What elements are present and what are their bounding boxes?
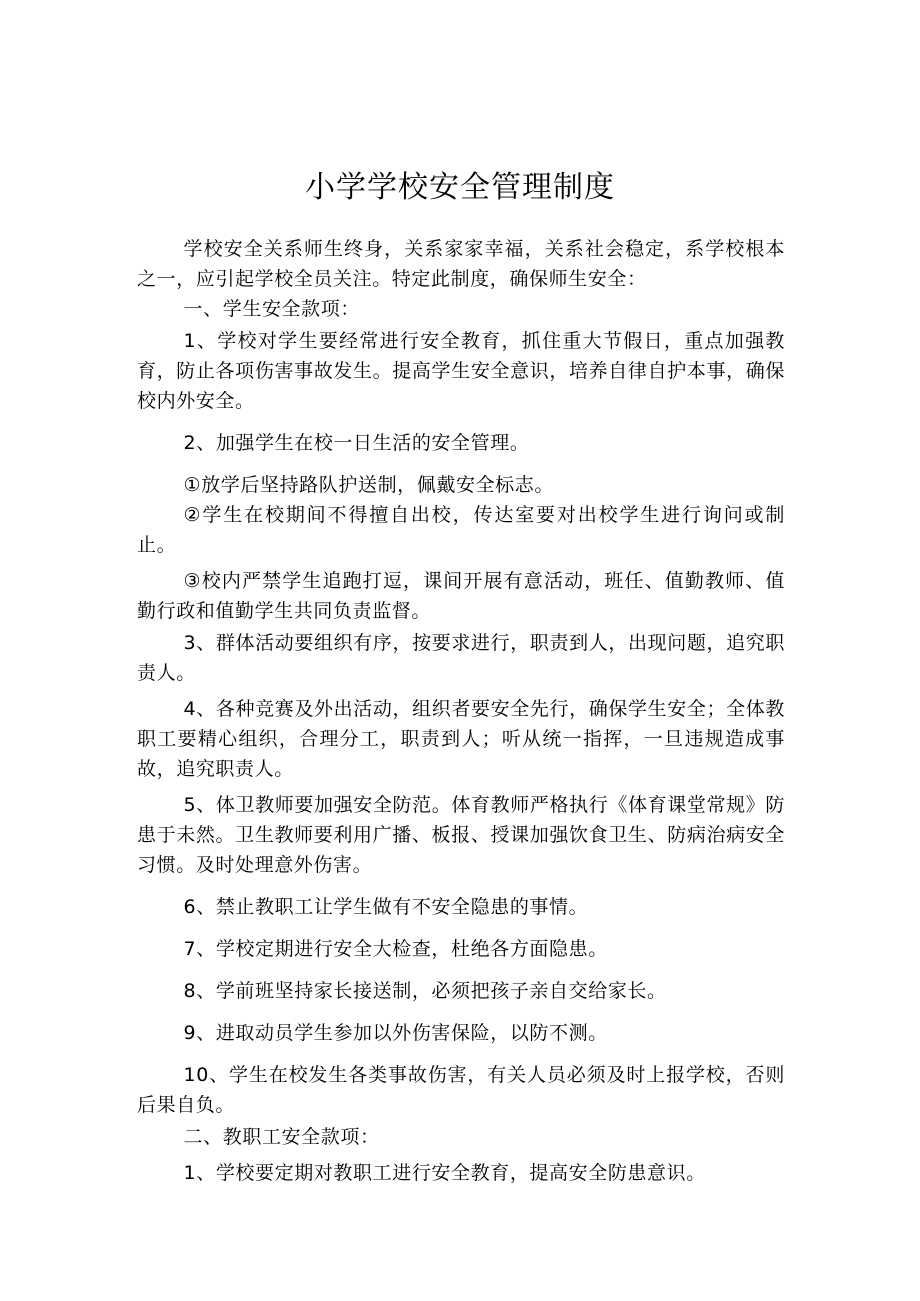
section-heading-students: 一、学生安全款项：	[183, 298, 360, 320]
clause-3: 3、群体活动要组织有序，按要求进行，职责到人，出现问题，追究职责人。	[137, 632, 785, 684]
clause-1: 1、学校对学生要经常进行安全教育，抓住重大节假日，重点加强教育，防止各项伤害事故发生。提高学生安全意识，培养自律自护本事，确保校内外安全。	[137, 330, 785, 412]
subclause-3: ③校内严禁学生追跑打逗，课间开展有意活动，班任、值勤教师、值勤行政和值勤学生共同负责监督。	[137, 570, 785, 622]
clause-4: 4、各种竞赛及外出活动，组织者要安全先行，确保学生安全；全体教职工要精心组织，合理分工，职责到人；听从统一指挥，一旦违规造成事故，追究职责人。	[137, 698, 785, 780]
clause-9: 9、进取动员学生参加以外伤害保险，以防不测。	[183, 1022, 608, 1044]
staff-clause-1: 1、学校要定期对教职工进行安全教育，提高安全防患意识。	[183, 1162, 706, 1184]
section-heading-staff: 二、教职工安全款项：	[183, 1126, 380, 1148]
clause-6: 6、禁止教职工让学生做有不安全隐患的事情。	[183, 896, 589, 918]
clause-2: 2、加强学生在校一日生活的安全管理。	[183, 432, 530, 454]
subclause-1: ①放学后坚持路队护送制，佩戴安全标志。	[183, 474, 554, 496]
clause-7: 7、学校定期进行安全大检查，杜绝各方面隐患。	[183, 938, 608, 960]
clause-5: 5、体卫教师要加强安全防范。体育教师严格执行《体育课堂常规》防患于未然。卫生教师要利用广播、板报、授课加强饮食卫生、防病治病安全习惯。及时处理意外伤害。	[137, 794, 785, 876]
paragraph-intro: 学校安全关系师生终身，关系家家幸福，关系社会稳定，系学校根本之一，应引起学校全员关注。特定此制度，确保师生安全：	[137, 238, 785, 290]
document-title: 小学学校安全管理制度	[305, 170, 615, 205]
clause-10: 10、学生在校发生各类事故伤害，有关人员必须及时上报学校，否则后果自负。	[137, 1064, 785, 1116]
document-body	[137, 234, 785, 1188]
clause-8: 8、学前班坚持家长接送制，必须把孩子亲自交给家长。	[183, 980, 667, 1002]
subclause-2: ②学生在校期间不得擅自出校，传达室要对出校学生进行询问或制止。	[137, 504, 785, 556]
